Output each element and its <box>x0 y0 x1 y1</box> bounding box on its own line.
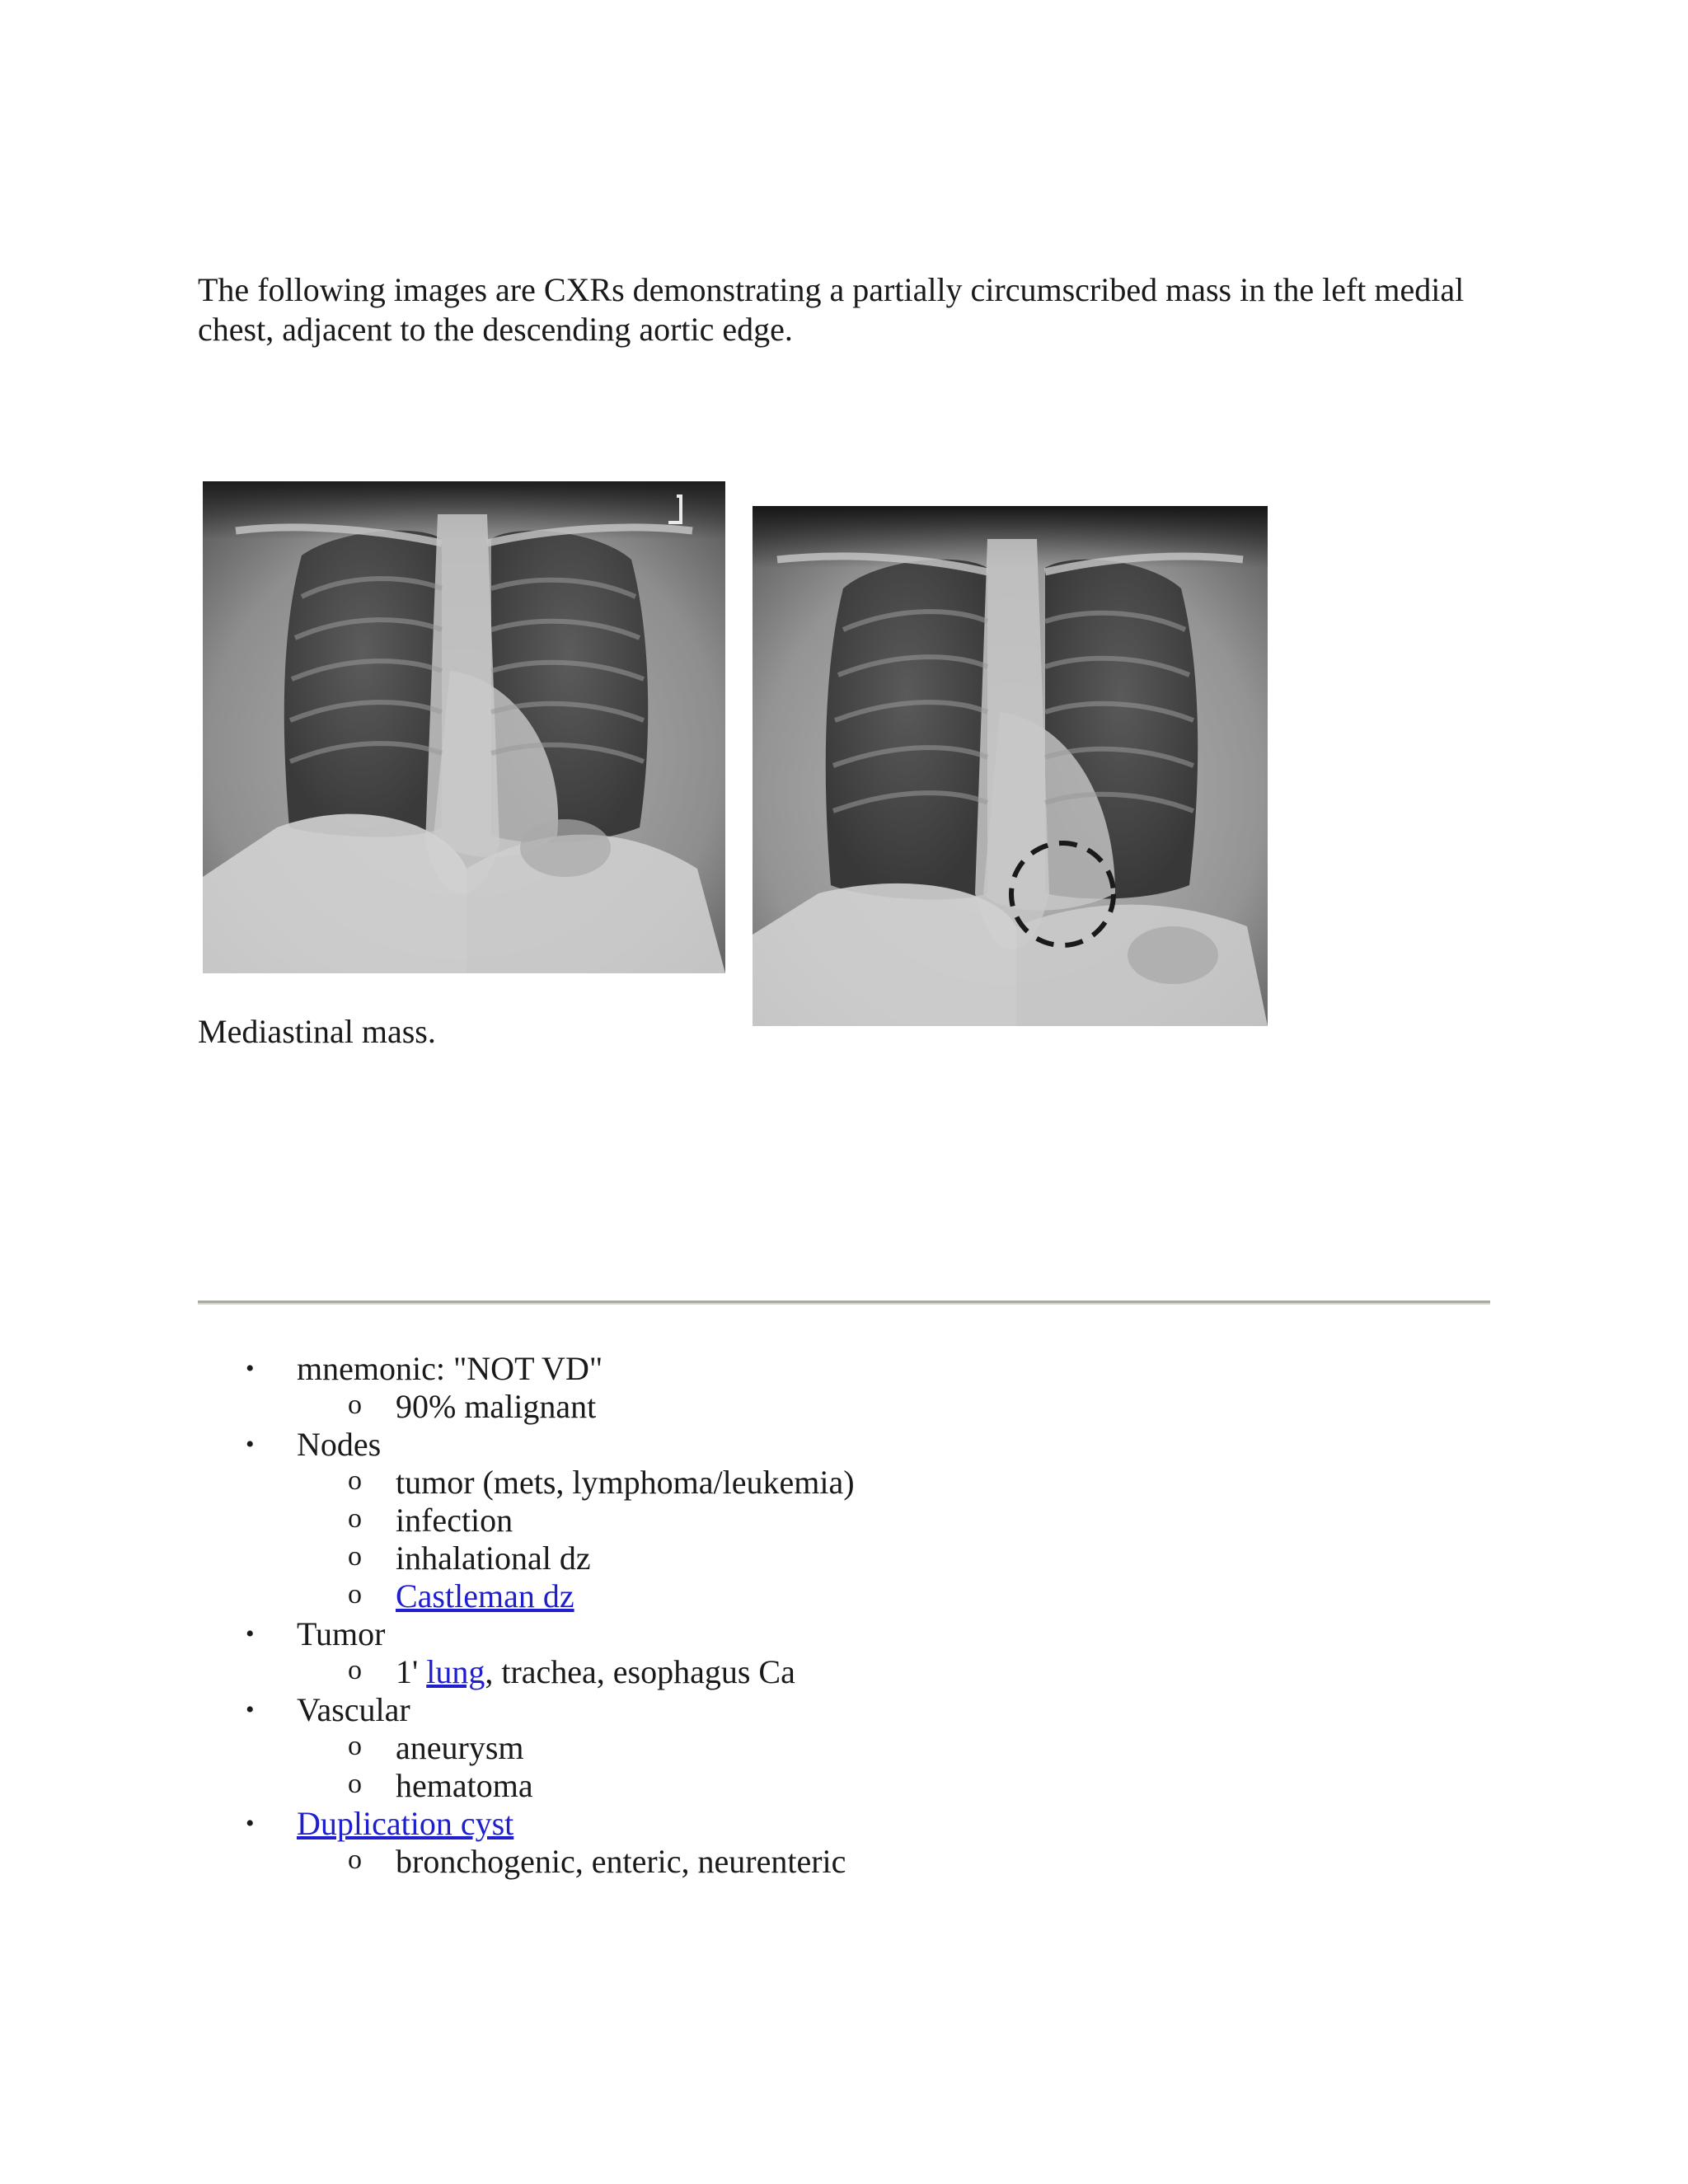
sub-bullet-icon: o <box>348 1655 362 1685</box>
list-item <box>0 1767 1688 1805</box>
list-item <box>0 1653 1688 1691</box>
list-item <box>0 1691 1688 1729</box>
nodes-item: infection <box>396 1502 513 1539</box>
mnemonic-outline <box>0 1350 1688 1881</box>
bullet-icon: • <box>246 1431 255 1458</box>
list-item <box>0 1729 1688 1767</box>
intro-paragraph: The following images are CXRs demonstrating a partially circumscribed mass in the left medial chest, adjacent to the descending aortic edge. <box>198 271 1465 348</box>
sub-bullet-icon: o <box>348 1465 362 1496</box>
horizontal-rule <box>198 1301 1490 1305</box>
duplication-cyst-link[interactable]: Duplication cyst <box>297 1805 514 1842</box>
list-item <box>0 1464 1688 1502</box>
duplication-heading <box>297 1805 513 1843</box>
tumor-prefix: 1' <box>396 1653 427 1690</box>
list-item <box>0 1805 1688 1843</box>
sub-bullet-icon: o <box>348 1731 362 1761</box>
nodes-item: tumor (mets, lymphoma/leukemia) <box>396 1464 855 1501</box>
list-item <box>0 1426 1688 1464</box>
tumor-item <box>396 1653 795 1691</box>
vascular-item: hematoma <box>396 1767 533 1804</box>
tumor-heading: Tumor <box>297 1615 386 1652</box>
chest-xray-left-graphic <box>203 481 725 973</box>
sub-bullet-icon: o <box>348 1579 362 1610</box>
nodes-item <box>396 1577 574 1615</box>
chest-xray-right-image <box>753 506 1268 1026</box>
sub-bullet-icon: o <box>348 1541 362 1572</box>
mnemonic-label: mnemonic: "NOT VD" <box>297 1350 603 1387</box>
list-item <box>0 1502 1688 1540</box>
duplication-item: bronchogenic, enteric, neurenteric <box>396 1843 846 1880</box>
list-item <box>0 1615 1688 1653</box>
list-item <box>0 1350 1688 1388</box>
sub-bullet-icon: o <box>348 1844 362 1875</box>
chest-xray-right-graphic <box>753 506 1268 1026</box>
vascular-item: aneurysm <box>396 1729 524 1766</box>
nodes-heading: Nodes <box>297 1426 382 1463</box>
bullet-icon: • <box>246 1696 255 1723</box>
sub-bullet-icon: o <box>348 1503 362 1534</box>
lung-link[interactable]: lung <box>426 1653 485 1690</box>
list-item <box>0 1843 1688 1881</box>
tumor-suffix: , trachea, esophagus Ca <box>485 1653 795 1690</box>
sub-bullet-icon: o <box>348 1769 362 1799</box>
malignant-note: 90% malignant <box>396 1388 597 1425</box>
list-item <box>0 1577 1688 1615</box>
chest-xray-left-image <box>203 481 725 973</box>
list-item <box>0 1540 1688 1577</box>
bullet-icon: • <box>246 1355 255 1382</box>
bullet-icon: • <box>246 1810 255 1837</box>
nodes-item: inhalational dz <box>396 1540 591 1577</box>
image-caption: Mediastinal mass. <box>198 1013 436 1050</box>
vascular-heading: Vascular <box>297 1691 410 1728</box>
bullet-icon: • <box>246 1620 255 1647</box>
castleman-link[interactable]: Castleman dz <box>396 1577 574 1615</box>
sub-bullet-icon: o <box>348 1390 362 1420</box>
list-item <box>0 1388 1688 1426</box>
